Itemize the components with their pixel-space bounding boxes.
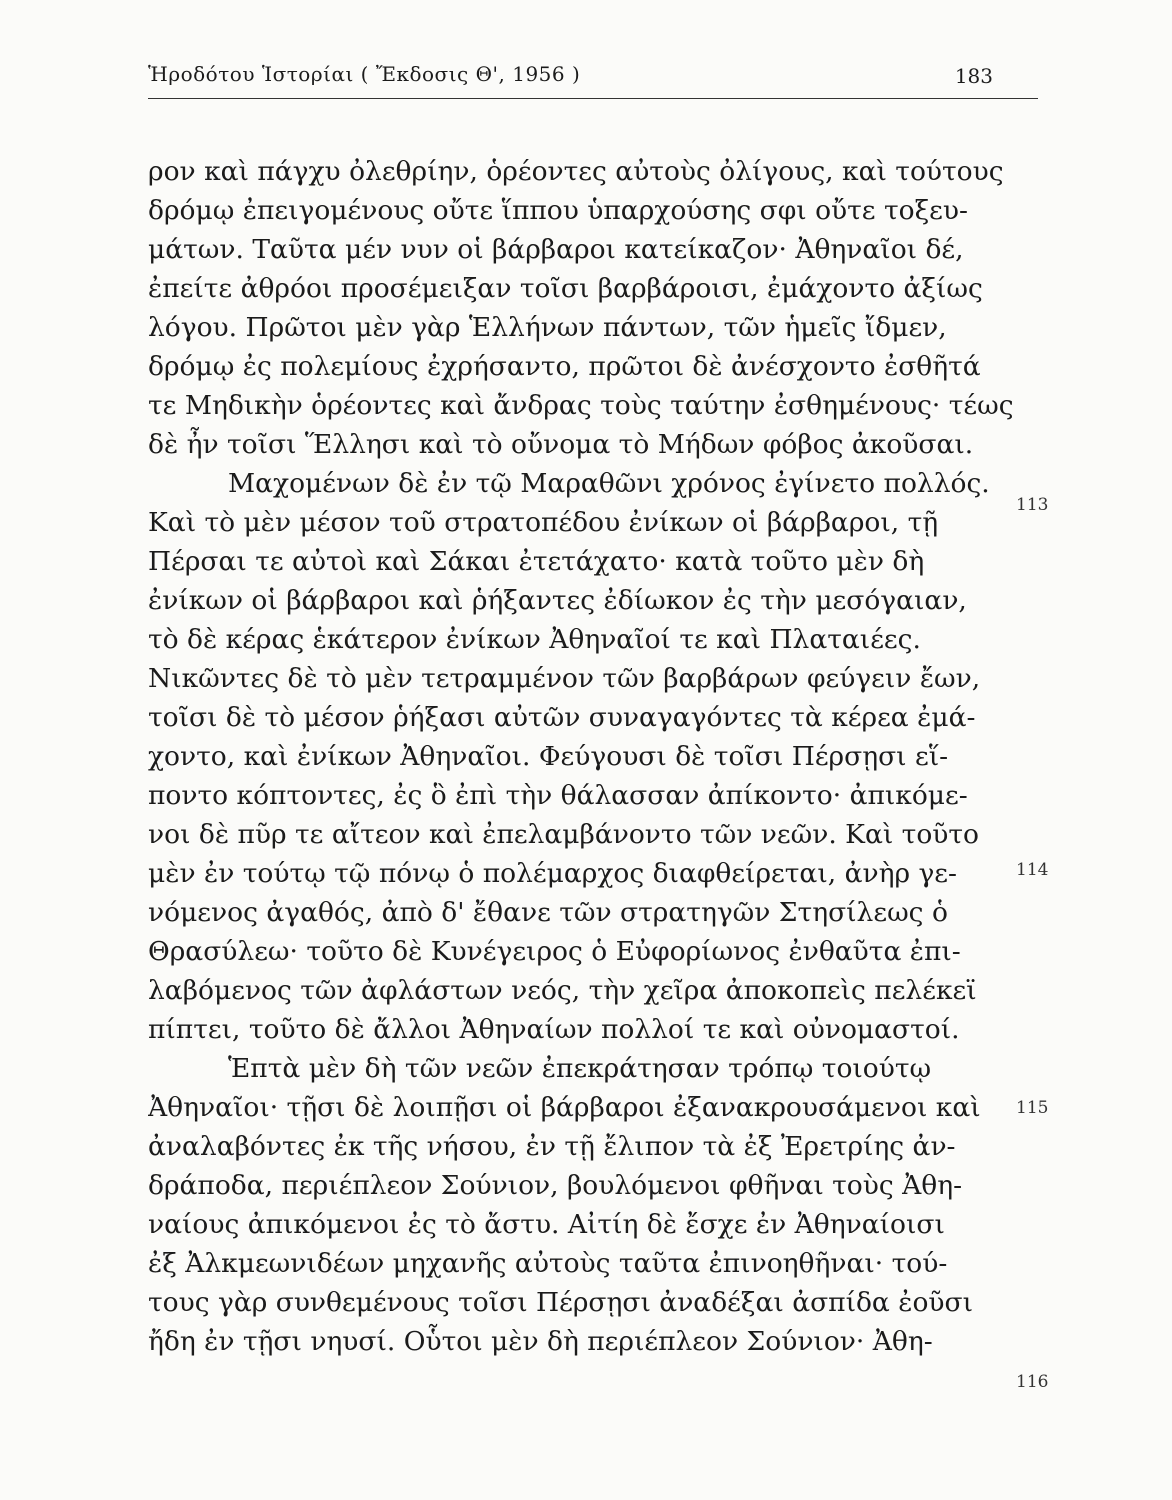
text-line: τους γὰρ συνθεμένους τοῖσι Πέρσῃσι ἀναδέξαι ἀσπίδα ἐοῦσι	[148, 1287, 974, 1318]
text-line: Νικῶντες δὲ τὸ μὲν τετραμμένον τῶν βαρβάρων φεύγειν ἔων,	[148, 663, 981, 694]
text-line: ἐπείτε ἀθρόοι προσέμειξαν τοῖσι βαρβάροισι, ἐμάχοντο ἀξίως	[148, 273, 983, 304]
text-line: ἐξ Ἀλκμεωνιδέων μηχανῆς αὐτοὺς ταῦτα ἐπινοηθῆναι· τού-	[148, 1248, 948, 1279]
text-line: Καὶ τὸ μὲν μέσον τοῦ στρατοπέδου ἐνίκων οἱ βάρβαροι, τῇ	[148, 507, 939, 538]
text-line: Πέρσαι τε αὐτοὶ καὶ Σάκαι ἐτετάχατο· κατὰ τοῦτο μὲν δὴ	[148, 546, 925, 577]
section-number-115: 115	[1016, 1098, 1049, 1118]
text-line: τοῖσι δὲ τὸ μέσον ῥήξασι αὐτῶν συναγαγόντες τὰ κέρεα ἐμά-	[148, 702, 976, 733]
text-line: ποντο κόπτοντες, ἐς ὃ ἐπὶ τὴν θάλασσαν ἀπίκοντο· ἀπικόμε-	[148, 780, 968, 811]
text-line: χοντο, καὶ ἐνίκων Ἀθηναῖοι. Φεύγουσι δὲ τοῖσι Πέρσῃσι εἵ-	[148, 741, 949, 772]
text-line: πίπτει, τοῦτο δὲ ἄλλοι Ἀθηναίων πολλοί τε καὶ οὐνομαστοί.	[148, 1014, 960, 1045]
text-line: Θρασύλεω· τοῦτο δὲ Κυνέγειρος ὁ Εὐφορίωνος ἐνθαῦτα ἐπι-	[148, 936, 961, 967]
header-rule	[148, 98, 1038, 99]
text-line: Ἀθηναῖοι· τῇσι δὲ λοιπῇσι οἱ βάρβαροι ἐξανακρουσάμενοι καὶ	[148, 1092, 981, 1123]
section-number-113: 113	[1016, 495, 1049, 515]
text-line: ἐνίκων οἱ βάρβαροι καὶ ῥήξαντες ἐδίωκον ἐς τὴν μεσόγαιαν,	[148, 585, 967, 616]
text-line: τε Μηδικὴν ὁρέοντες καὶ ἄνδρας τοὺς ταύτην ἐσθημένους· τέως	[148, 390, 1014, 421]
running-header	[148, 62, 1038, 98]
text-line: νόμενος ἀγαθός, ἀπὸ δ' ἔθανε τῶν στρατηγῶν Στησίλεως ὁ	[148, 897, 948, 928]
text-line: μάτων. Ταῦτα μέν νυν οἱ βάρβαροι κατείκαζον· Ἀθηναῖοι δέ,	[148, 234, 964, 265]
text-line: λαβόμενος τῶν ἀφλάστων νεός, τὴν χεῖρα ἀποκοπεὶς πελέκεϊ	[148, 975, 977, 1006]
text-line: ναίους ἀπικόμενοι ἐς τὸ ἄστυ. Αἰτίη δὲ ἔσχε ἐν Ἀθηναίοισι	[148, 1209, 945, 1240]
text-line: δρόμῳ ἐς πολεμίους ἐχρήσαντο, πρῶτοι δὲ ἀνέσχοντο ἐσθῆτά	[148, 351, 981, 382]
text-line: δὲ ἦν τοῖσι Ἕλλησι καὶ τὸ οὔνομα τὸ Μήδων φόβος ἀκοῦσαι.	[148, 429, 974, 460]
text-line: λόγου. Πρῶτοι μὲν γὰρ Ἑλλήνων πάντων, τῶν ἡμεῖς ἴδμεν,	[148, 312, 947, 343]
section-number-116: 116	[1016, 1372, 1049, 1392]
page-number: 183	[954, 64, 993, 88]
text-line: ἀναλαβόντες ἐκ τῆς νήσου, ἐν τῇ ἔλιπον τὰ ἐξ Ἐρετρίης ἀν-	[148, 1131, 956, 1162]
text-line: νοι δὲ πῦρ τε αἴτεον καὶ ἐπελαμβάνοντο τῶν νεῶν. Καὶ τοῦτο	[148, 819, 980, 850]
text-line: δρόμῳ ἐπειγομένους οὔτε ἵππου ὑπαρχούσης σφι οὔτε τοξευ-	[148, 195, 968, 226]
header-title: Ἡροδότου Ἱστορίαι ( Ἔκδοσις Θ', 1956 )	[148, 62, 581, 86]
text-line: ἤδη ἐν τῇσι νηυσί. Οὗτοι μὲν δὴ περιέπλεον Σούνιον· Ἀθη-	[148, 1326, 933, 1357]
text-line: Ἑπτὰ μὲν δὴ τῶν νεῶν ἐπεκράτησαν τρόπῳ τοιούτῳ	[228, 1053, 932, 1084]
text-line: Μαχομένων δὲ ἐν τῷ Μαραθῶνι χρόνος ἐγίνετο πολλός.	[228, 468, 990, 499]
text-line: δράποδα, περιέπλεον Σούνιον, βουλόμενοι φθῆναι τοὺς Ἀθη-	[148, 1170, 963, 1201]
text-line: ρον καὶ πάγχυ ὀλεθρίην, ὁρέοντες αὐτοὺς ὀλίγους, καὶ τούτους	[148, 156, 1004, 187]
text-line: μὲν ἐν τούτῳ τῷ πόνῳ ὁ πολέμαρχος διαφθείρεται, ἀνὴρ γε-	[148, 858, 957, 889]
text-line: τὸ δὲ κέρας ἑκάτερον ἐνίκων Ἀθηναῖοί τε καὶ Πλαταιέες.	[148, 624, 921, 655]
section-number-114: 114	[1016, 860, 1049, 880]
